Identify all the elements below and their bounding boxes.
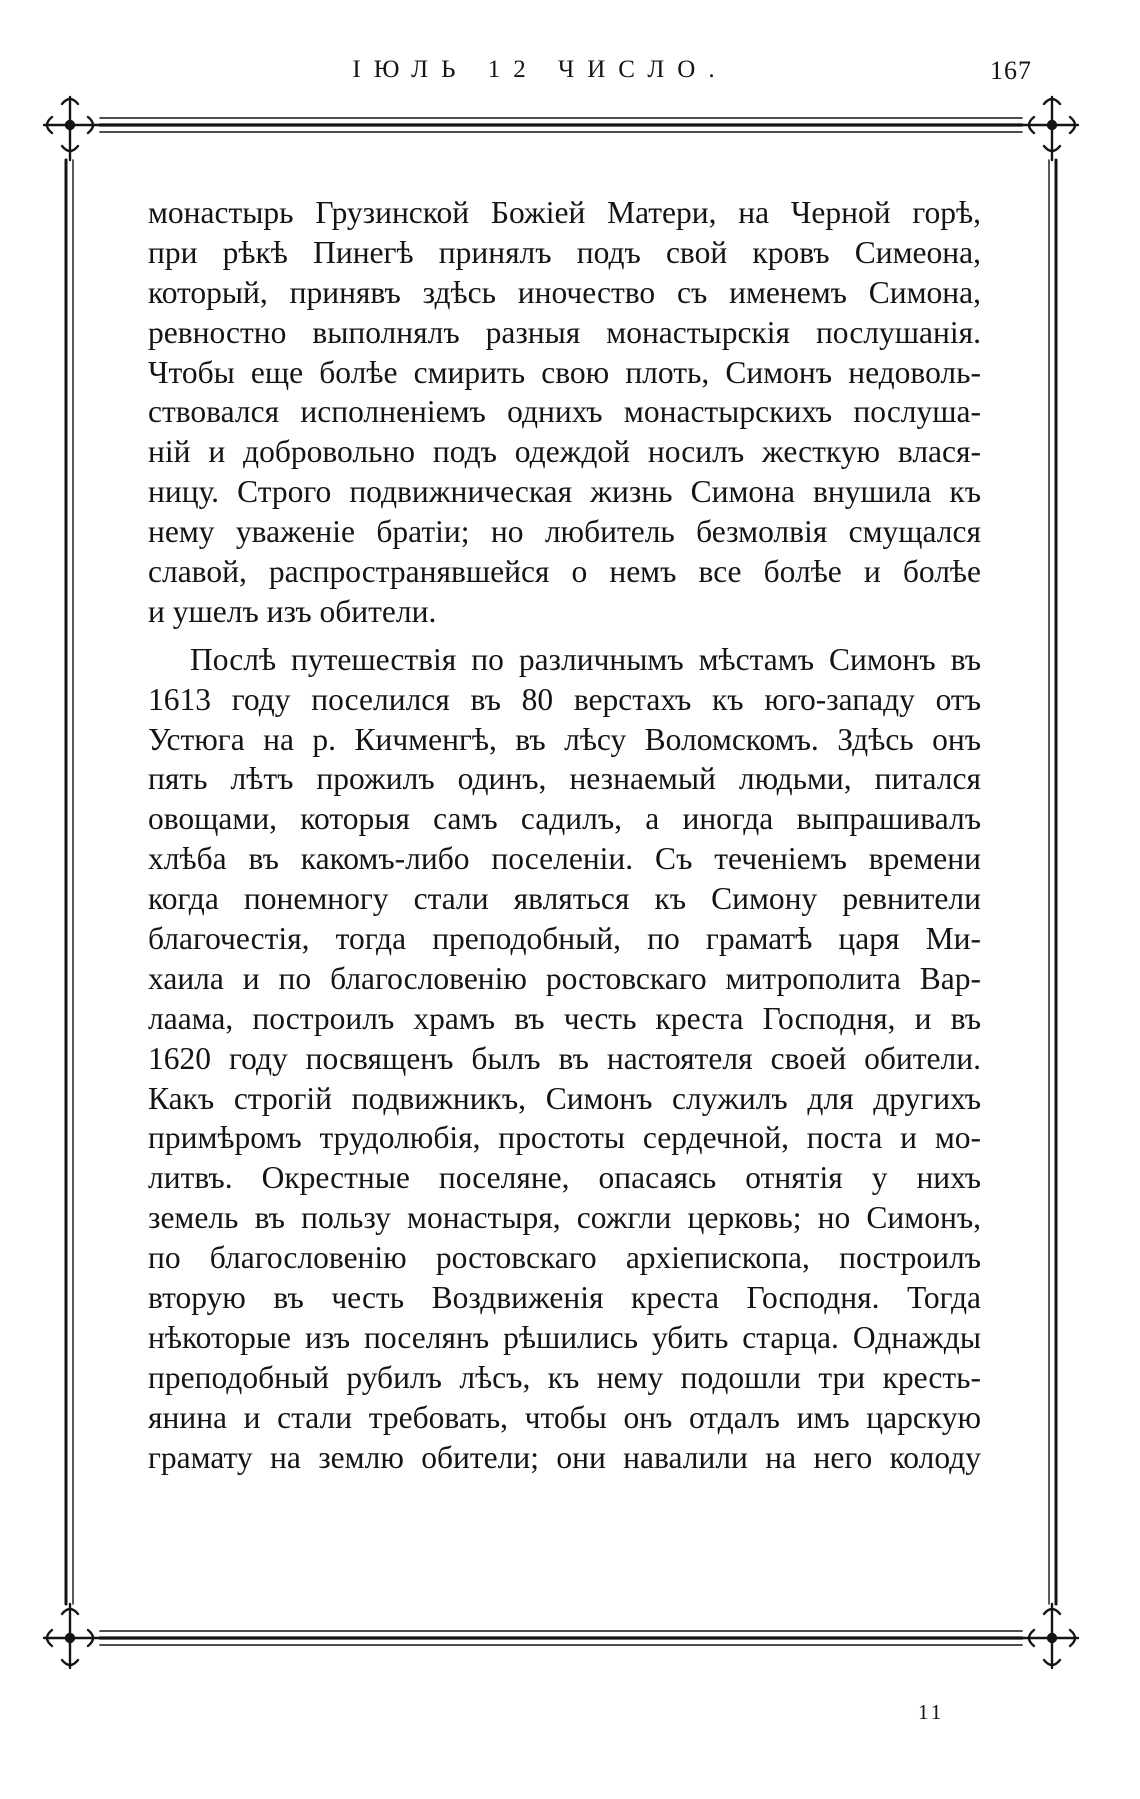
paragraph <box>148 193 981 632</box>
printer-signature-mark: 11 <box>918 1700 945 1724</box>
corner-ornament-top-right-icon <box>1022 97 1078 160</box>
page-number: 167 <box>990 56 1032 85</box>
text-line: земель въ пользу монастыря, сожгли церковь; но Симонъ, <box>148 1200 981 1236</box>
text-line: благочестія, тогда преподобный, по граматѣ царя Ми- <box>148 921 981 957</box>
text-line: пять лѣтъ прожилъ одинъ, незнаемый людьми, питался <box>148 761 981 797</box>
text-line: овощами, которыя самъ садилъ, а иногда выпрашивалъ <box>148 801 981 837</box>
text-line: и ушелъ изъ обители. <box>148 593 437 629</box>
text-line: 1620 году посвященъ былъ въ настоятеля своей обители. <box>148 1040 981 1076</box>
text-line: нему уваженіе братіи; но любитель безмолвія смущался <box>148 514 981 550</box>
text-line: литвъ. Окрестные поселяне, опасаясь отнятія у нихъ <box>148 1160 981 1196</box>
text-line: ницу. Строго подвижническая жизнь Симона внушила къ <box>148 474 981 510</box>
body-text <box>148 193 981 1478</box>
text-line: янина и стали требовать, чтобы онъ отдалъ имъ царскую <box>148 1399 981 1435</box>
text-line: который, принявъ здѣсь иночество съ именемъ Симона, <box>148 274 981 310</box>
text-line: хлѣба въ какомъ-либо поселеніи. Съ теченіемъ времени <box>148 841 981 877</box>
text-line: 1613 году поселился въ 80 верстахъ къ юго-западу отъ <box>148 681 981 717</box>
corner-ornament-bottom-left-icon <box>44 1604 100 1668</box>
text-line: Послѣ путешествія по различнымъ мѣстамъ Симонъ въ <box>190 641 981 677</box>
text-line: вторую въ честь Воздвиженія креста Господня. Тогда <box>148 1280 981 1316</box>
text-line: монастырь Грузинской Божіей Матери, на Черной горѣ, <box>148 195 981 230</box>
text-line: лаама, построилъ храмъ въ честь креста Господня, и въ <box>148 1000 981 1036</box>
text-line: по благословенію ростовскаго архіепископа, построилъ <box>148 1240 981 1276</box>
corner-ornament-bottom-right-icon <box>1022 1604 1078 1668</box>
text-line: грамату на землю обители; они навалили на него колоду <box>148 1439 981 1475</box>
text-line: Какъ строгій подвижникъ, Симонъ служилъ для другихъ <box>148 1080 981 1116</box>
text-line: ствовался исполненіемъ однихъ монастырскихъ послуша- <box>148 394 981 430</box>
text-line: Чтобы еще болѣе смирить свою плоть, Симонъ недоволь- <box>148 354 981 390</box>
running-title: ІЮЛЬ 12 ЧИСЛО. <box>352 56 728 83</box>
text-line: хаила и по благословенію ростовскаго митрополита Вар- <box>148 960 981 996</box>
text-line: преподобный рубилъ лѣсъ, къ нему подошли три кресть- <box>148 1359 981 1395</box>
corner-ornament-top-left-icon <box>44 97 100 160</box>
text-line: ревностно выполнялъ разныя монастырскія послушанія. <box>148 314 981 350</box>
text-line: ній и добровольно подъ одеждой носилъ жесткую влася- <box>148 434 981 470</box>
text-line: примѣромъ трудолюбія, простоты сердечной, поста и мо- <box>148 1120 981 1156</box>
text-line: когда понемногу стали являться къ Симону ревнители <box>148 881 981 917</box>
text-line: славой, распространявшейся о немъ все болѣе и болѣе <box>148 554 981 590</box>
text-line: нѣкоторые изъ поселянъ рѣшились убить старца. Однажды <box>148 1319 981 1355</box>
text-line: Устюга на р. Кичменгѣ, въ лѣсу Воломскомъ. Здѣсь онъ <box>148 721 981 757</box>
text-line: при рѣкѣ Пинегѣ принялъ подъ свой кровъ Симеона, <box>148 234 981 270</box>
paragraph <box>148 640 981 1478</box>
